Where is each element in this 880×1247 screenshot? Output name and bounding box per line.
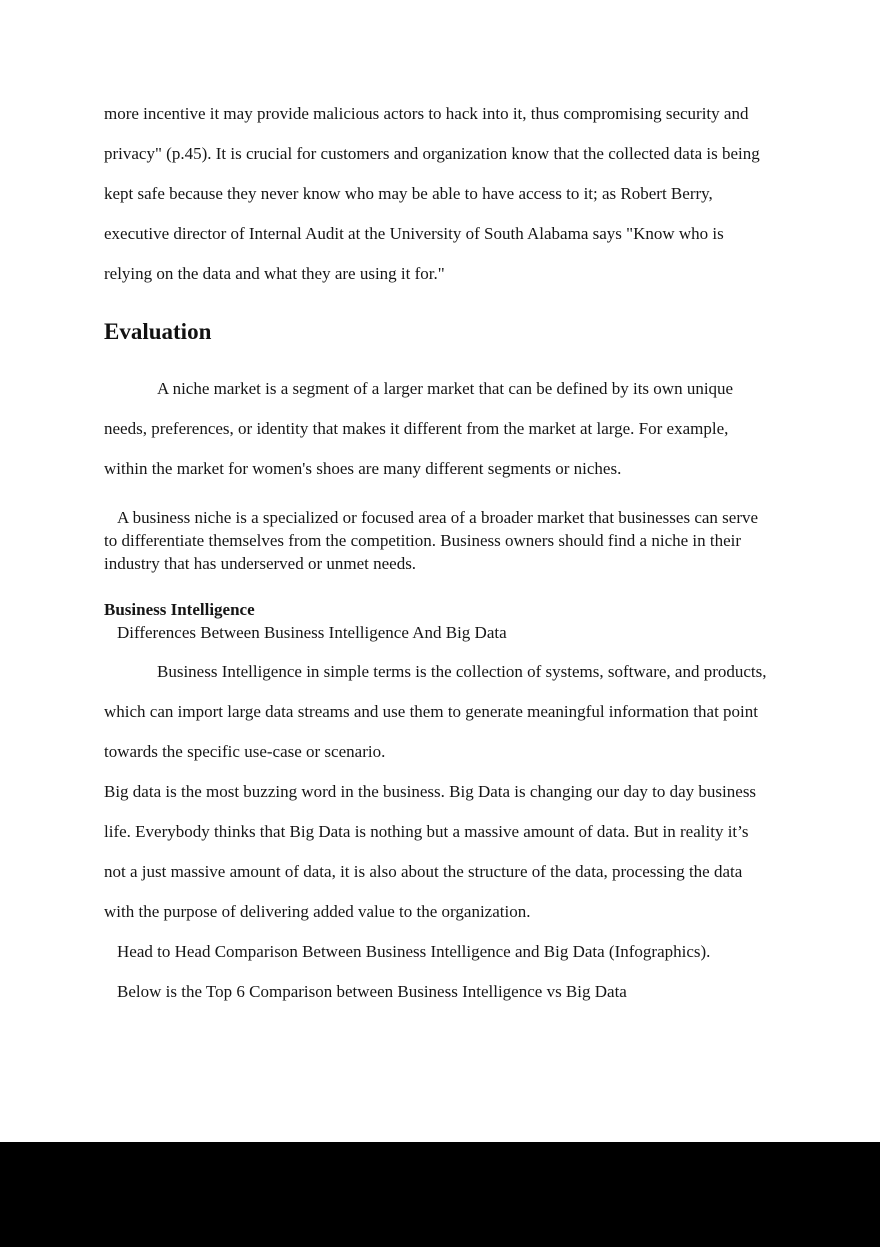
text-line: more incentive it may provide malicious actors to hack into it, thus compromising security and bbox=[104, 104, 749, 123]
bi-definition-paragraph bbox=[104, 652, 804, 772]
text-line: Head to Head Comparison Between Business Intelligence and Big Data (Infographics). bbox=[117, 942, 711, 961]
text-line: Below is the Top 6 Comparison between Business Intelligence vs Big Data bbox=[117, 982, 627, 1001]
text-line: which can import large data streams and use them to generate meaningful information that point bbox=[104, 702, 758, 721]
text-line: not a just massive amount of data, it is also about the structure of the data, processing the data bbox=[104, 862, 743, 881]
text-line: A niche market is a segment of a larger market that can be defined by its own unique bbox=[157, 379, 734, 398]
continuation-paragraph bbox=[104, 94, 804, 294]
differences-line: Differences Between Business Intelligence And Big Data bbox=[117, 623, 507, 642]
big-data-paragraph bbox=[104, 772, 804, 932]
document-page bbox=[104, 0, 804, 1012]
business-intelligence-subheading: Business Intelligence bbox=[104, 600, 255, 619]
text-line: towards the specific use-case or scenario. bbox=[104, 742, 386, 761]
text-line: to differentiate themselves from the competition. Business owners should find a niche in their bbox=[104, 531, 742, 550]
text-line: kept safe because they never know who may be able to have access to it; as Robert Berry, bbox=[104, 184, 713, 203]
evaluation-heading: Evaluation bbox=[104, 319, 212, 344]
text-line: life. Everybody thinks that Big Data is nothing but a massive amount of data. But in reality it’s bbox=[104, 822, 749, 841]
text-line: privacy" (p.45). It is crucial for customers and organization know that the collected data is being bbox=[104, 144, 760, 163]
text-line: A business niche is a specialized or focused area of a broader market that businesses can serve bbox=[117, 508, 759, 527]
closing-lines bbox=[104, 932, 804, 1012]
text-line: relying on the data and what they are using it for." bbox=[104, 264, 445, 283]
business-niche-paragraph bbox=[104, 506, 804, 575]
business-intelligence-section-header bbox=[104, 598, 804, 644]
niche-market-paragraph bbox=[104, 369, 804, 489]
text-line: Business Intelligence in simple terms is the collection of systems, software, and products, bbox=[157, 662, 767, 681]
text-line: with the purpose of delivering added value to the organization. bbox=[104, 902, 531, 921]
text-line: executive director of Internal Audit at the University of South Alabama says "Know who is bbox=[104, 224, 724, 243]
text-line: within the market for women's shoes are many different segments or niches. bbox=[104, 459, 622, 478]
text-line: Big data is the most buzzing word in the business. Big Data is changing our day to day business bbox=[104, 782, 757, 801]
text-line: industry that has underserved or unmet needs. bbox=[104, 554, 417, 573]
text-line: needs, preferences, or identity that makes it different from the market at large. For example, bbox=[104, 419, 729, 438]
bottom-black-bar bbox=[0, 1142, 880, 1247]
